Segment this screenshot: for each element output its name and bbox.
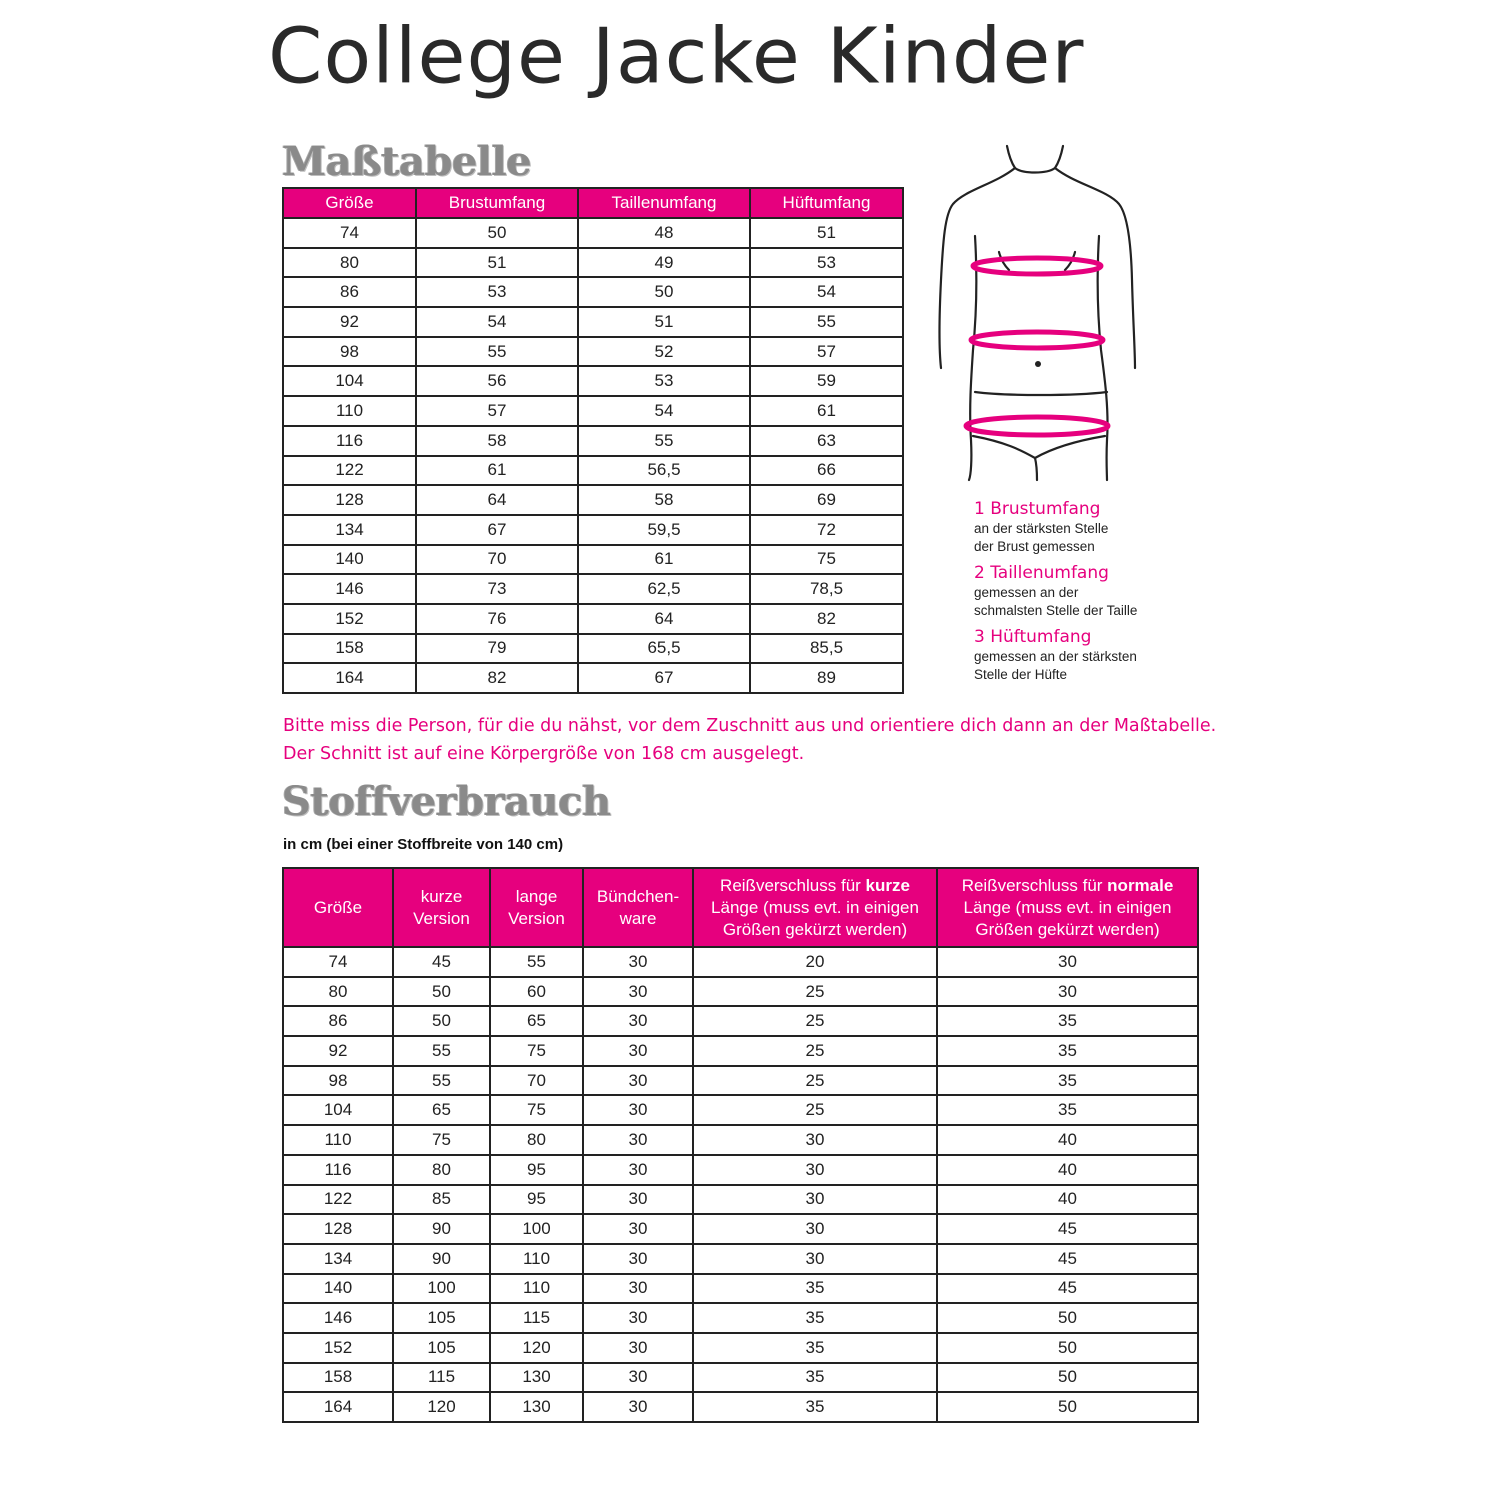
table-cell: 164 [283, 1392, 393, 1422]
table-cell: 65 [393, 1095, 490, 1125]
table-cell: 105 [393, 1303, 490, 1333]
table-row [283, 1036, 1198, 1066]
table-cell: 30 [583, 1185, 693, 1215]
table-cell: 82 [416, 663, 578, 693]
table-cell: 110 [283, 396, 416, 426]
table-cell: 53 [750, 248, 903, 278]
table-cell: 79 [416, 634, 578, 664]
legend-desc: gemessen an der stärksten [974, 649, 1137, 664]
table-cell: 95 [490, 1185, 583, 1215]
table-row [283, 337, 903, 367]
table-cell: 51 [750, 218, 903, 248]
fabric-table-body [283, 947, 1198, 1422]
table-row [283, 307, 903, 337]
table-cell: 30 [583, 1214, 693, 1244]
header-line [938, 875, 1197, 897]
table-cell: 50 [937, 1333, 1198, 1363]
table-cell: 35 [937, 1066, 1198, 1096]
table-cell: 30 [583, 947, 693, 977]
table-cell: 80 [283, 977, 393, 1007]
column-header-hip: Hüftumfang [750, 188, 903, 218]
header-line: Größen gekürzt werden) [722, 919, 908, 939]
table-cell: 30 [583, 1036, 693, 1066]
column-header-chest: Brustumfang [416, 188, 578, 218]
table-row [283, 1274, 1198, 1304]
table-cell: 73 [416, 574, 578, 604]
table-cell: 53 [578, 366, 750, 396]
table-row [283, 1333, 1198, 1363]
note-line: Bitte miss die Person, für die du nähst, vor dem Zuschnitt aus und orientiere dich dann an der Maßtabelle. [283, 716, 1217, 736]
table-cell: 57 [416, 396, 578, 426]
table-cell: 75 [490, 1095, 583, 1125]
table-row [283, 456, 903, 486]
table-cell: 35 [693, 1274, 937, 1304]
table-cell: 30 [693, 1214, 937, 1244]
table-cell: 30 [583, 977, 693, 1007]
table-cell: 80 [393, 1155, 490, 1185]
table-cell: 120 [393, 1392, 490, 1422]
table-cell: 35 [693, 1363, 937, 1393]
table-cell: 55 [750, 307, 903, 337]
table-cell: 55 [393, 1036, 490, 1066]
table-cell: 30 [583, 1244, 693, 1274]
column-header-zip-normal [937, 868, 1198, 947]
table-cell: 61 [750, 396, 903, 426]
table-cell: 86 [283, 1006, 393, 1036]
table-cell: 50 [393, 977, 490, 1007]
table-cell: 140 [283, 545, 416, 575]
table-cell: 110 [490, 1244, 583, 1274]
table-row [283, 574, 903, 604]
table-cell: 66 [750, 456, 903, 486]
table-cell: 55 [490, 947, 583, 977]
column-header-size: Größe [283, 188, 416, 218]
table-row [283, 1125, 1198, 1155]
legend-desc: der Brust gemessen [974, 539, 1095, 554]
table-cell: 59 [750, 366, 903, 396]
table-cell: 45 [393, 947, 490, 977]
table-cell: 116 [283, 426, 416, 456]
table-cell: 57 [750, 337, 903, 367]
table-cell: 30 [583, 1066, 693, 1096]
table-cell: 30 [937, 977, 1198, 1007]
column-header-waist: Taillenumfang [578, 188, 750, 218]
table-cell: 122 [283, 1185, 393, 1215]
table-cell: 70 [416, 545, 578, 575]
table-cell: 25 [693, 977, 937, 1007]
table-cell: 30 [693, 1244, 937, 1274]
table-cell: 35 [693, 1333, 937, 1363]
table-cell: 25 [693, 1036, 937, 1066]
table-cell: 35 [693, 1392, 937, 1422]
table-cell: 70 [490, 1066, 583, 1096]
table-cell: 128 [283, 1214, 393, 1244]
table-cell: 60 [490, 977, 583, 1007]
table-row [283, 1303, 1198, 1333]
table-cell: 74 [283, 947, 393, 977]
table-row [283, 634, 903, 664]
table-cell: 50 [393, 1006, 490, 1036]
table-cell: 89 [750, 663, 903, 693]
table-row [283, 663, 903, 693]
table-cell: 75 [750, 545, 903, 575]
header-line: Länge (muss evt. in einigen [711, 897, 919, 917]
table-row [283, 947, 1198, 977]
table-cell: 100 [490, 1214, 583, 1244]
table-cell: 30 [583, 1274, 693, 1304]
table-row [283, 366, 903, 396]
table-cell: 152 [283, 604, 416, 634]
table-cell: 86 [283, 277, 416, 307]
table-cell: 40 [937, 1185, 1198, 1215]
legend-desc: gemessen an der [974, 585, 1079, 600]
legend-item-hip [974, 626, 1234, 684]
table-cell: 56 [416, 366, 578, 396]
table-cell: 122 [283, 456, 416, 486]
table-cell: 25 [693, 1006, 937, 1036]
table-cell: 134 [283, 515, 416, 545]
header-line: ware [619, 908, 657, 928]
header-line: Version [413, 908, 470, 928]
table-row [283, 1155, 1198, 1185]
table-cell: 158 [283, 1363, 393, 1393]
size-table [282, 187, 904, 694]
table-cell: 51 [578, 307, 750, 337]
header-text: Reißverschluss für [961, 875, 1108, 895]
table-cell: 158 [283, 634, 416, 664]
header-line [694, 875, 936, 897]
table-cell: 98 [283, 1066, 393, 1096]
table-cell: 55 [578, 426, 750, 456]
table-cell: 56,5 [578, 456, 750, 486]
table-cell: 50 [937, 1363, 1198, 1393]
table-cell: 30 [583, 1363, 693, 1393]
column-header-cuff-fabric [583, 868, 693, 947]
table-cell: 40 [937, 1125, 1198, 1155]
table-cell: 61 [416, 456, 578, 486]
table-cell: 115 [393, 1363, 490, 1393]
fabric-table-header-row [283, 868, 1198, 947]
fabric-table [282, 867, 1199, 1423]
table-cell: 69 [750, 485, 903, 515]
table-cell: 76 [416, 604, 578, 634]
table-row [283, 1066, 1198, 1096]
legend-desc: Stelle der Hüfte [974, 667, 1068, 682]
table-cell: 64 [416, 485, 578, 515]
legend-item-waist [974, 562, 1234, 620]
page-title: College Jacke Kinder [268, 12, 1085, 102]
column-header-size: Größe [283, 868, 393, 947]
table-cell: 35 [937, 1006, 1198, 1036]
table-cell: 90 [393, 1214, 490, 1244]
table-cell: 130 [490, 1392, 583, 1422]
table-cell: 95 [490, 1155, 583, 1185]
fabric-table-heading: Stoffverbrauch [282, 778, 611, 825]
table-cell: 51 [416, 248, 578, 278]
table-cell: 54 [416, 307, 578, 337]
header-bold-text: kurze [865, 875, 910, 895]
table-cell: 64 [578, 604, 750, 634]
measurement-legend [974, 498, 1234, 690]
table-row [283, 248, 903, 278]
table-cell: 120 [490, 1333, 583, 1363]
table-cell: 75 [490, 1036, 583, 1066]
table-cell: 104 [283, 1095, 393, 1125]
table-row [283, 426, 903, 456]
table-cell: 48 [578, 218, 750, 248]
table-cell: 40 [937, 1155, 1198, 1185]
table-cell: 52 [578, 337, 750, 367]
legend-item-chest [974, 498, 1234, 556]
table-cell: 90 [393, 1244, 490, 1274]
table-cell: 30 [693, 1185, 937, 1215]
note-line: Der Schnitt ist auf eine Körpergröße von 168 cm ausgelegt. [283, 744, 805, 764]
table-row [283, 1185, 1198, 1215]
legend-title: 2 Taillenumfang [974, 563, 1109, 583]
table-row [283, 396, 903, 426]
table-cell: 116 [283, 1155, 393, 1185]
table-row [283, 277, 903, 307]
legend-title: 3 Hüftumfang [974, 627, 1092, 647]
table-cell: 74 [283, 218, 416, 248]
legend-desc: schmalsten Stelle der Taille [974, 603, 1138, 618]
table-cell: 58 [578, 485, 750, 515]
table-cell: 35 [693, 1303, 937, 1333]
table-cell: 62,5 [578, 574, 750, 604]
header-line: Version [508, 908, 565, 928]
table-cell: 30 [583, 1095, 693, 1125]
table-cell: 45 [937, 1214, 1198, 1244]
table-cell: 104 [283, 366, 416, 396]
table-cell: 134 [283, 1244, 393, 1274]
table-cell: 45 [937, 1274, 1198, 1304]
measurement-note [283, 712, 1216, 768]
table-cell: 30 [693, 1155, 937, 1185]
table-cell: 55 [393, 1066, 490, 1096]
table-row [283, 1392, 1198, 1422]
table-cell: 45 [937, 1244, 1198, 1274]
table-cell: 30 [583, 1333, 693, 1363]
table-cell: 140 [283, 1274, 393, 1304]
table-cell: 164 [283, 663, 416, 693]
table-cell: 105 [393, 1333, 490, 1363]
table-row [283, 545, 903, 575]
table-cell: 67 [416, 515, 578, 545]
table-row [283, 1006, 1198, 1036]
table-cell: 35 [937, 1095, 1198, 1125]
table-cell: 80 [283, 248, 416, 278]
table-cell: 82 [750, 604, 903, 634]
table-cell: 146 [283, 574, 416, 604]
table-row [283, 1095, 1198, 1125]
table-cell: 85 [393, 1185, 490, 1215]
torso-illustration [925, 140, 1165, 500]
table-row [283, 1214, 1198, 1244]
table-cell: 128 [283, 485, 416, 515]
table-cell: 65,5 [578, 634, 750, 664]
table-cell: 30 [693, 1125, 937, 1155]
table-cell: 78,5 [750, 574, 903, 604]
header-line: lange [515, 886, 558, 906]
table-cell: 92 [283, 1036, 393, 1066]
legend-title: 1 Brustumfang [974, 499, 1101, 519]
header-text: Reißverschluss für [720, 875, 866, 895]
size-table-header-row [283, 188, 903, 218]
fabric-table-subheading: in cm (bei einer Stoffbreite von 140 cm) [283, 836, 564, 853]
header-line: Bündchen- [596, 886, 680, 906]
body-measurement-figure [925, 140, 1165, 500]
table-cell: 65 [490, 1006, 583, 1036]
size-table-heading: Maßtabelle [282, 138, 532, 185]
table-cell: 146 [283, 1303, 393, 1333]
table-cell: 130 [490, 1363, 583, 1393]
table-cell: 115 [490, 1303, 583, 1333]
table-row [283, 485, 903, 515]
table-row [283, 1363, 1198, 1393]
table-cell: 20 [693, 947, 937, 977]
table-row [283, 977, 1198, 1007]
table-cell: 110 [283, 1125, 393, 1155]
table-cell: 53 [416, 277, 578, 307]
header-bold-text: normale [1107, 875, 1174, 895]
table-cell: 50 [937, 1303, 1198, 1333]
table-cell: 25 [693, 1095, 937, 1125]
column-header-short-version [393, 868, 490, 947]
table-cell: 100 [393, 1274, 490, 1304]
table-cell: 30 [583, 1125, 693, 1155]
table-cell: 58 [416, 426, 578, 456]
table-row [283, 515, 903, 545]
legend-desc: an der stärksten Stelle [974, 521, 1109, 536]
table-cell: 50 [578, 277, 750, 307]
table-cell: 92 [283, 307, 416, 337]
table-cell: 152 [283, 1333, 393, 1363]
table-cell: 35 [937, 1036, 1198, 1066]
column-header-zip-short [693, 868, 937, 947]
header-line: Länge (muss evt. in einigen [963, 897, 1172, 917]
table-cell: 50 [937, 1392, 1198, 1422]
table-cell: 85,5 [750, 634, 903, 664]
table-cell: 54 [578, 396, 750, 426]
table-cell: 59,5 [578, 515, 750, 545]
table-cell: 98 [283, 337, 416, 367]
table-cell: 25 [693, 1066, 937, 1096]
table-cell: 61 [578, 545, 750, 575]
header-line: Größen gekürzt werden) [975, 919, 1160, 939]
table-cell: 55 [416, 337, 578, 367]
table-cell: 80 [490, 1125, 583, 1155]
table-cell: 30 [937, 947, 1198, 977]
table-cell: 67 [578, 663, 750, 693]
header-line: kurze [420, 886, 463, 906]
table-row [283, 604, 903, 634]
size-table-body [283, 218, 903, 693]
table-cell: 75 [393, 1125, 490, 1155]
table-cell: 72 [750, 515, 903, 545]
table-cell: 110 [490, 1274, 583, 1304]
table-cell: 49 [578, 248, 750, 278]
table-cell: 50 [416, 218, 578, 248]
table-row [283, 1244, 1198, 1274]
table-row [283, 218, 903, 248]
column-header-long-version [490, 868, 583, 947]
table-cell: 63 [750, 426, 903, 456]
table-cell: 30 [583, 1155, 693, 1185]
table-cell: 54 [750, 277, 903, 307]
table-cell: 30 [583, 1303, 693, 1333]
table-cell: 30 [583, 1006, 693, 1036]
table-cell: 30 [583, 1392, 693, 1422]
